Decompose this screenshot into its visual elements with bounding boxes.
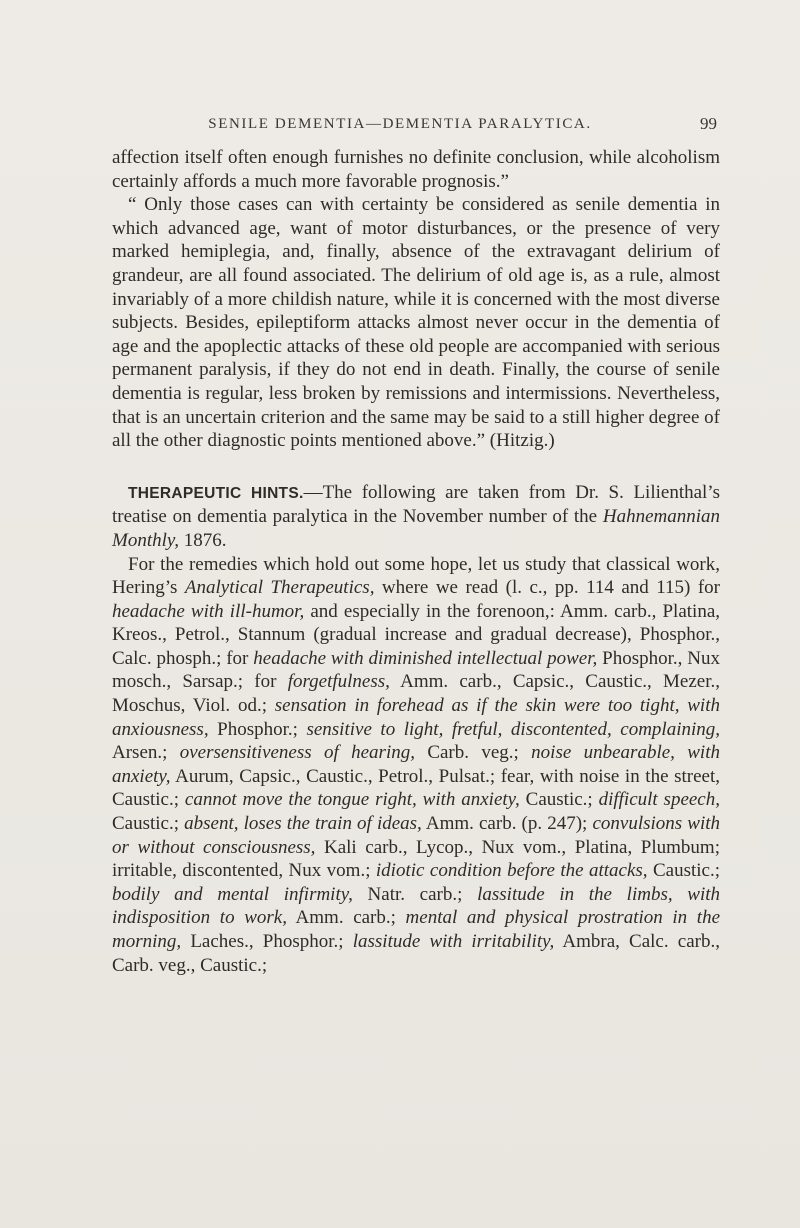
italic-run: Hahnemannian Monthly, xyxy=(112,506,720,551)
text-run: 1876. xyxy=(179,529,227,551)
paragraph-remedies xyxy=(112,553,720,978)
running-title: SENILE DEMENTIA—DEMENTIA PARALYTICA. xyxy=(208,116,592,132)
text-run: For the remedies which hold out some hope, let us study that classical work, Hering’s xyxy=(112,553,720,599)
section-heading: THERAPEUTIC HINTS. xyxy=(128,484,304,502)
text-run: Caustic.; xyxy=(647,860,720,882)
page-number: 99 xyxy=(700,114,717,133)
italic-run: headache with ill-humor, xyxy=(112,600,305,622)
italic-run: sensation in forehead as if the skin were too tight, with anxiousness, xyxy=(112,695,720,740)
text-run: Aurum, Capsic., Caustic., Petrol., Pulsat.; fear, with noise in the street, Caustic.; xyxy=(112,765,720,811)
italic-run: oversensitiveness of hearing, xyxy=(179,742,415,764)
text-run: and especially in the forenoon,: Amm. carb., Platina, Kreos., Petrol., Stannum (gradual increase and gradual decrease), Phosphor., Calc. phosph.; for xyxy=(112,600,721,669)
italic-run: cannot move the tongue right, with anxiety, xyxy=(184,789,520,811)
italic-run: bodily and mental infirmity, xyxy=(112,883,353,905)
italic-run: lassitude in the limbs, with indisposition to work, xyxy=(112,883,720,929)
italic-run: difficult speech, xyxy=(598,789,720,811)
text-run: Caustic.; xyxy=(112,813,185,835)
paragraph-continuation: affection itself often enough furnishes no definite conclusion, while alcoholism certainly affords a much more favorable prognosis.” xyxy=(112,147,720,192)
text-run: Phosphor., Nux mosch., Sarsap.; for xyxy=(112,647,721,693)
italic-run: sensitive to light, fretful, discontented, complaining, xyxy=(306,718,720,740)
paragraph-therapeutic-hints xyxy=(112,481,720,553)
text-run: Natr. carb.; xyxy=(352,883,478,905)
text-run: Phosphor.; xyxy=(208,718,307,740)
italic-run: headache with diminished intellectual power, xyxy=(253,647,598,669)
body-text xyxy=(112,146,720,977)
italic-run: idiotic condition before the attacks, xyxy=(375,860,648,882)
text-run: Arsen.; xyxy=(112,742,180,764)
italic-run: convulsions with or without consciousness, xyxy=(112,813,720,858)
paragraph-hitzig-quote: “ Only those cases can with certainty be considered as senile dementia in which advanced age, want of motor disturbances, or the presence of very marked hemiplegia, and, finally, absence of the extravagant delirium of grandeur, are all found associated. The delirium of old age is, as a rule, almost invariably of a more childish nature, while it is concerned with the most diverse subjects. Besides, epileptiform attacks almost never occur in the dementia of age and the apoplectic attacks of these old people are accompanied with serious permanent paralysis, if they do not end in death. Finally, the course of senile dementia is regular, less broken by remissions and intermissions. Nevertheless, that is an uncertain criterion and the same may be said to a still higher degree of all the other diagnostic points mentioned above.” (Hitzig.) xyxy=(112,194,720,452)
text-run: Ambra, Calc. carb., Carb. veg., Caustic.; xyxy=(112,931,720,976)
text-run: Carb. veg.; xyxy=(414,742,532,764)
italic-run: mental and physical prostration in the morning, xyxy=(112,907,720,952)
text-run: Amm. carb.; xyxy=(286,907,406,929)
text-run: where we read (l. c., pp. 114 and 115) for xyxy=(374,577,720,599)
text-run: Caustic.; xyxy=(519,789,599,811)
italic-run: Analytical Therapeutics, xyxy=(184,577,375,599)
text-run: Amm. carb. (p. 247); xyxy=(421,813,593,835)
text-run: Laches., Phosphor.; xyxy=(181,931,353,952)
italic-run: noise unbearable, with anxiety, xyxy=(112,742,720,787)
text-run: Amm. carb., Capsic., Caustic., Mezer., Moschus, Viol. od.; xyxy=(112,671,720,717)
italic-run: lassitude with irritability, xyxy=(352,931,555,952)
italic-run: forgetfulness, xyxy=(287,671,390,693)
text-run: —The following are taken from Dr. S. Lilienthal’s treatise on dementia paralytica in the November number of the xyxy=(112,481,720,528)
text-run: Kali carb., Lycop., Nux vom., Platina, Plumbum; irritable, discontented, Nux vom.; xyxy=(112,836,720,882)
italic-run: absent, loses the train of ideas, xyxy=(184,813,422,835)
